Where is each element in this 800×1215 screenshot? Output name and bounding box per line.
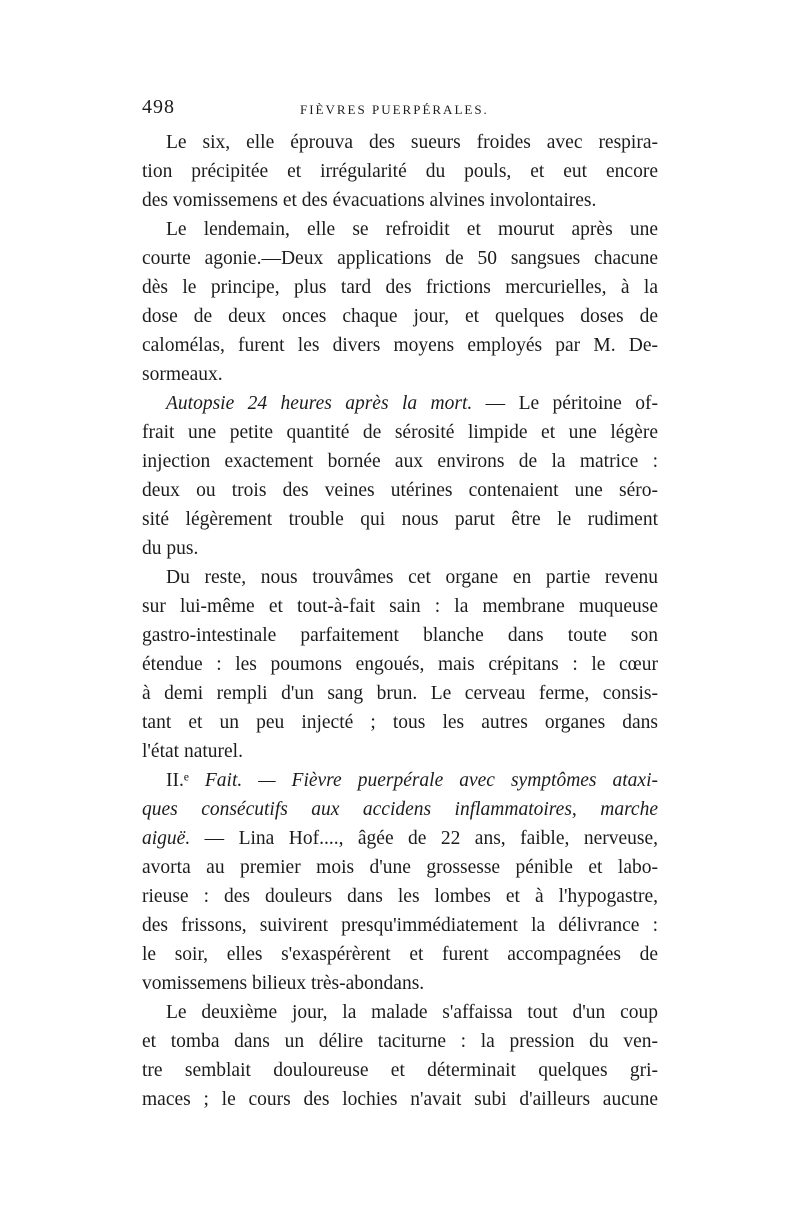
text-line [142, 534, 658, 563]
text-line [142, 418, 658, 447]
text-line [142, 244, 658, 273]
text-line [142, 621, 658, 650]
text-line [142, 708, 658, 737]
text-line [142, 331, 658, 360]
text-line [142, 505, 658, 534]
body-text [142, 128, 658, 1114]
text-line [142, 1085, 658, 1114]
text-line [142, 969, 658, 998]
line-text: sormeaux. [142, 364, 223, 385]
italic-text: ques consécutifs aux accidens inflammatoires, marche [142, 799, 658, 820]
page-header [142, 96, 662, 126]
text-line [142, 302, 658, 331]
line-text: — Lina Hof...., âgée de 22 ans, faible, nerveuse, [190, 828, 658, 849]
text-line [142, 476, 658, 505]
line-text: tion précipitée et irrégularité du pouls, et eut encore [142, 161, 658, 182]
text-line [142, 853, 658, 882]
running-title: FIÈVRES PUERPÉRALES. [300, 102, 489, 117]
text-line [142, 911, 658, 940]
line-text: des frissons, suivirent presqu'immédiatement la délivrance : [142, 915, 658, 936]
line-text: l'état naturel. [142, 741, 243, 762]
italic-text: aiguë. [142, 828, 191, 849]
line-text: le soir, elles s'exaspérèrent et furent accompagnées de [142, 944, 658, 965]
text-line [142, 679, 658, 708]
text-line [142, 563, 658, 592]
text-line [142, 447, 658, 476]
line-text: frait une petite quantité de sérosité limpide et une légère [142, 422, 658, 443]
text-line [142, 592, 658, 621]
text-line [142, 824, 658, 853]
line-text: tant et un peu injecté ; tous les autres organes dans [142, 712, 658, 733]
line-text: tre semblait douloureuse et déterminait quelques gri- [142, 1060, 658, 1081]
text-line [142, 882, 658, 911]
line-text: rieuse : des douleurs dans les lombes et à l'hypogastre, [142, 886, 658, 907]
text-line [142, 157, 658, 186]
line-text: deux ou trois des veines utérines contenaient une séro- [142, 480, 658, 501]
line-text: à demi rempli d'un sang brun. Le cerveau ferme, consis- [142, 683, 658, 704]
italic-text: Autopsie 24 heures après la mort. [166, 393, 473, 414]
text-line [142, 215, 658, 244]
text-line [142, 766, 658, 795]
text-line [142, 360, 658, 389]
line-text: Du reste, nous trouvâmes cet organe en partie revenu [166, 567, 658, 588]
line-text: avorta au premier mois d'une grossesse pénible et labo- [142, 857, 658, 878]
line-text: dose de deux onces chaque jour, et quelques doses de [142, 306, 658, 327]
line-text: calomélas, furent les divers moyens employés par M. De- [142, 335, 658, 356]
text-line [142, 998, 658, 1027]
page-number: 498 [142, 96, 175, 118]
line-text: gastro-intestinale parfaitement blanche dans toute son [142, 625, 658, 646]
text-line [142, 389, 658, 418]
text-line [142, 1056, 658, 1085]
text-line [142, 737, 658, 766]
line-text: du pus. [142, 538, 199, 559]
line-text: vomissemens bilieux très-abondans. [142, 973, 425, 994]
text-line [142, 186, 658, 215]
text-line [142, 1027, 658, 1056]
text-line [142, 650, 658, 679]
text-line [142, 273, 658, 302]
line-text: des vomissemens et des évacuations alvines involontaires. [142, 190, 597, 211]
italic-text: Fait. — Fièvre puerpérale avec symptômes ataxi- [204, 770, 658, 791]
line-text: sité légèrement trouble qui nous parut être le rudiment [142, 509, 658, 530]
line-text: Le deuxième jour, la malade s'affaissa tout d'un coup [166, 1002, 658, 1023]
line-text: étendue : les poumons engoués, mais crépitans : le cœur [142, 654, 658, 675]
line-text: — Le péritoine of- [472, 393, 658, 414]
text-line [142, 940, 658, 969]
text-line [142, 128, 658, 157]
line-text: Le six, elle éprouva des sueurs froides avec respira- [166, 132, 658, 153]
line-text: sur lui-même et tout-à-fait sain : la membrane muqueuse [142, 596, 658, 617]
line-text: II.ᵉ [166, 770, 205, 791]
line-text: Le lendemain, elle se refroidit et mourut après une [166, 219, 658, 240]
line-text: injection exactement bornée aux environs de la matrice : [142, 451, 658, 472]
line-text: courte agonie.—Deux applications de 50 sangsues chacune [142, 248, 658, 269]
line-text: et tomba dans un délire taciturne : la pression du ven- [142, 1031, 658, 1052]
line-text: dès le principe, plus tard des frictions mercurielles, à la [142, 277, 658, 298]
text-line [142, 795, 658, 824]
line-text: maces ; le cours des lochies n'avait subi d'ailleurs aucune [142, 1089, 658, 1110]
